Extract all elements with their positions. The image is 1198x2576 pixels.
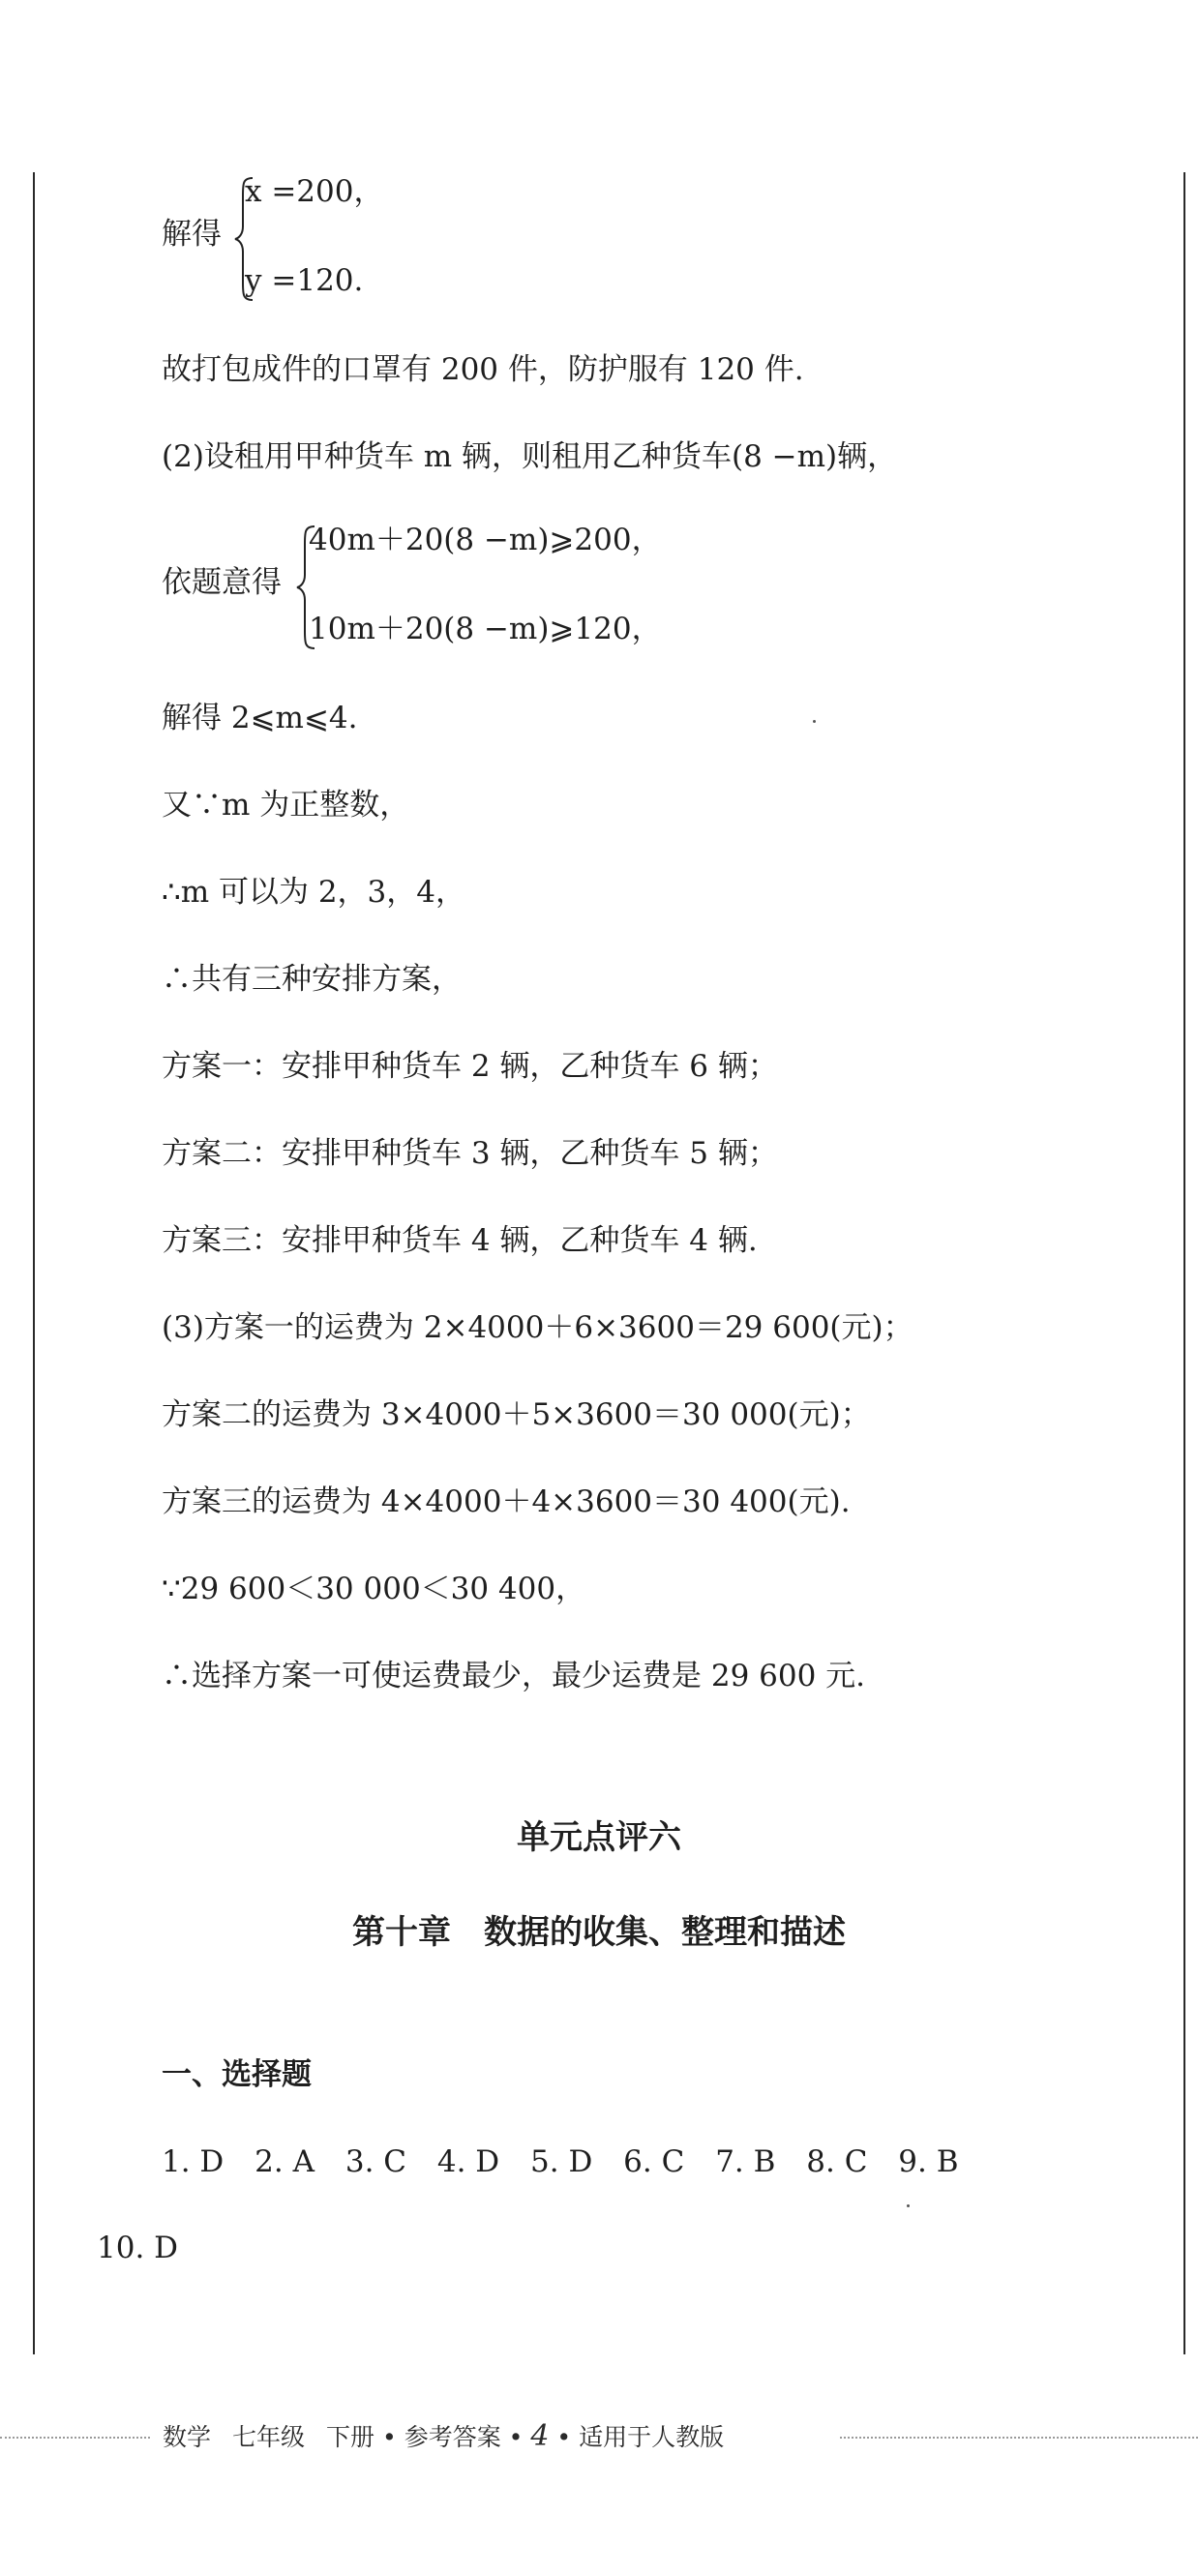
text-line: (2)设租用甲种货车 m 辆，则租用乙种货车(8 −m)辆， xyxy=(162,439,898,474)
footer-grade: 七年级 xyxy=(232,2423,306,2451)
text-line: ∴共有三种安排方案， xyxy=(162,962,462,997)
footer-book: 参考答案 xyxy=(404,2423,501,2451)
left-margin-line xyxy=(33,172,35,2354)
section-title: 一、选择题 xyxy=(162,2057,312,2092)
text-line: (3)方案一的运费为 2×4000＋6×3600＝29 600(元)； xyxy=(162,1310,913,1345)
answer-item: 2. A xyxy=(255,2144,314,2179)
equation-x: x =200， xyxy=(245,174,384,209)
footer-rule-right xyxy=(840,2437,1198,2439)
footer-page-number: 4 xyxy=(530,2419,550,2453)
text-line: 方案二：安排甲种货车 3 辆，乙种货车 5 辆； xyxy=(162,1136,778,1171)
footer-subject: 数学 xyxy=(163,2423,212,2451)
answer-item: 10. D xyxy=(97,2231,179,2265)
inequality-2: 10m＋20(8 −m)⩾120， xyxy=(309,612,662,646)
equation-y: y =120. xyxy=(245,263,364,298)
answer-item: 7. B xyxy=(715,2144,776,2179)
answer-item: 5. D xyxy=(530,2144,593,2179)
stray-dot xyxy=(907,2204,910,2207)
footer-volume: 下册 xyxy=(326,2423,375,2451)
answer-item: 6. C xyxy=(623,2144,685,2179)
system-label: 解得 xyxy=(162,217,222,252)
text-line: ∴选择方案一可使运费最少，最少运费是 29 600 元. xyxy=(162,1659,866,1693)
text-line: 又∵m 为正整数， xyxy=(162,788,410,823)
footer-edition: 适用于人教版 xyxy=(579,2423,725,2451)
right-margin-line xyxy=(1183,172,1185,2354)
chapter-title: 第十章 数据的收集、整理和描述 xyxy=(352,1913,846,1952)
text-line: 方案三的运费为 4×4000＋4×3600＝30 400(元). xyxy=(162,1484,851,1519)
footer-rule-left xyxy=(0,2437,150,2439)
inequality-1: 40m＋20(8 −m)⩾200， xyxy=(309,523,662,557)
answer-list xyxy=(162,2142,959,2181)
unit-title: 单元点评六 xyxy=(517,1818,681,1857)
page-footer: 数学 七年级 下册 • 参考答案 • 4 • 适用于人教版 xyxy=(163,2419,725,2453)
text-line: 方案一：安排甲种货车 2 辆，乙种货车 6 辆； xyxy=(162,1049,778,1084)
answer-item: 8. C xyxy=(806,2144,868,2179)
text-line: 方案二的运费为 3×4000＋5×3600＝30 000(元)； xyxy=(162,1397,871,1432)
text-line: 解得 2⩽m⩽4. xyxy=(162,701,358,735)
system-label: 依题意得 xyxy=(162,565,282,600)
text-line: ∴m 可以为 2，3，4， xyxy=(162,875,465,910)
text-line: ∵29 600＜30 000＜30 400， xyxy=(162,1572,586,1606)
answer-item: 9. B xyxy=(898,2144,959,2179)
text-line: 故打包成件的口罩有 200 件，防护服有 120 件. xyxy=(162,352,804,387)
stray-dot xyxy=(813,720,816,723)
answer-item: 3. C xyxy=(344,2144,406,2179)
answer-item: 1. D xyxy=(162,2144,225,2179)
answer-item: 4. D xyxy=(436,2144,500,2179)
text-line: 方案三：安排甲种货车 4 辆，乙种货车 4 辆. xyxy=(162,1223,758,1258)
